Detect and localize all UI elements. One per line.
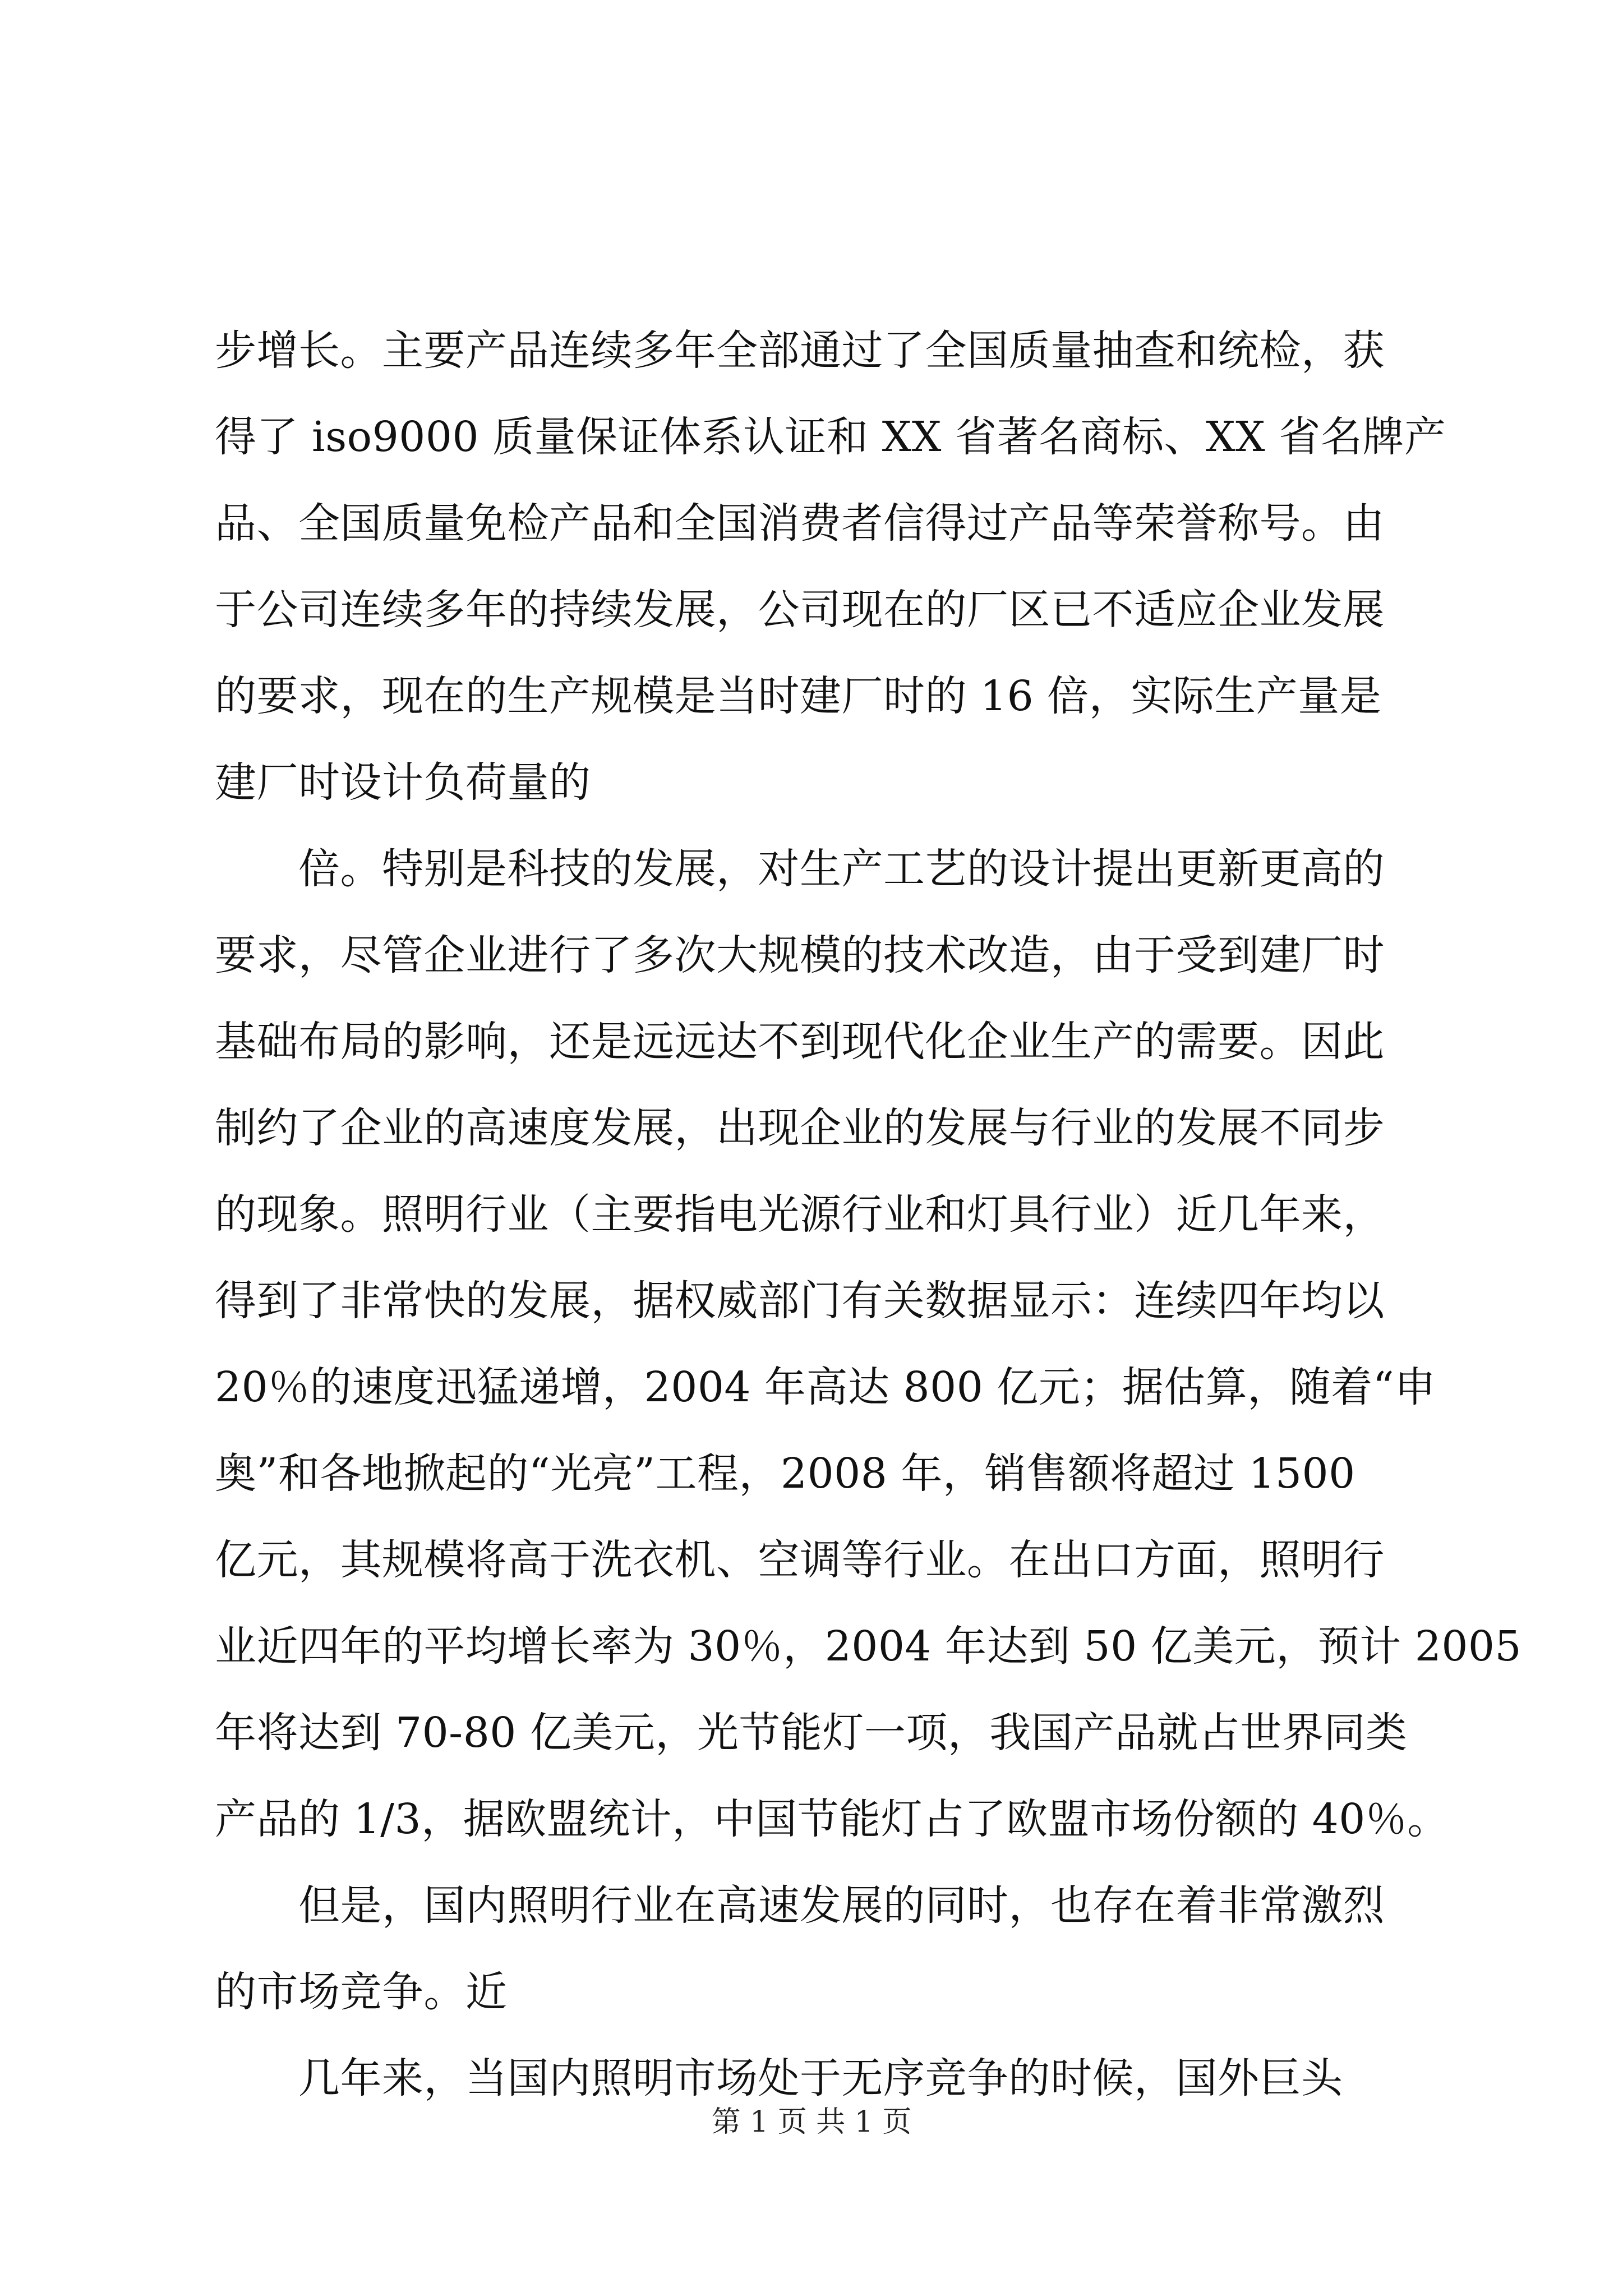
text-line: 品、全国质量免检产品和全国消费者信得过产品等荣誉称号。由 [215, 499, 1385, 547]
text-line: 建厂时设计负荷量的 [215, 758, 591, 807]
text-line: 20％的速度迅猛递增，2004 年高达 800 亿元；据估算，随着“申 [215, 1363, 1436, 1411]
text-line: 倍。特别是科技的发展，对生产工艺的设计提出更新更高的 [215, 845, 1385, 893]
text-line: 的市场竞争。近 [215, 1968, 508, 2016]
text-line: 亿元，其规模将高于洗衣机、空调等行业。在出口方面，照明行 [215, 1536, 1385, 1584]
text-line: 的要求，现在的生产规模是当时建厂时的 16 倍，实际生产量是 [215, 672, 1382, 720]
document-body [215, 307, 1522, 2122]
text-line: 步增长。主要产品连续多年全部通过了全国质量抽查和统检，获 [215, 326, 1385, 375]
text-line: 几年来，当国内照明市场处于无序竞争的时候，国外巨头 [215, 2054, 1343, 2102]
text-line: 的现象。照明行业（主要指电光源行业和灯具行业）近几年来， [215, 1190, 1385, 1239]
text-line: 得到了非常快的发展，据权威部门有关数据显示：连续四年均以 [215, 1277, 1385, 1325]
text-line: 基础布局的影响，还是远远达不到现代化企业生产的需要。因此 [215, 1018, 1385, 1066]
text-line: 要求，尽管企业进行了多次大规模的技术改造，由于受到建厂时 [215, 931, 1385, 979]
page-number-footer: 第 1 页 共 1 页 [711, 2105, 912, 2139]
text-line: 于公司连续多年的持续发展，公司现在的厂区已不适应企业发展 [215, 586, 1385, 634]
text-line: 制约了企业的高速度发展，出现企业的发展与行业的发展不同步 [215, 1104, 1385, 1152]
text-line: 奥”和各地掀起的“光亮”工程，2008 年，销售额将超过 1500 [215, 1450, 1355, 1498]
text-line: 业近四年的平均增长率为 30％，2004 年达到 50 亿美元，预计 2005 [215, 1622, 1522, 1671]
text-line: 年将达到 70-80 亿美元，光节能灯一项，我国产品就占世界同类 [215, 1709, 1408, 1757]
text-line: 但是，国内照明行业在高速发展的同时，也存在着非常激烈 [215, 1881, 1385, 1930]
text-line: 得了 iso9000 质量保证体系认证和 XX 省著名商标、XX 省名牌产 [215, 413, 1446, 461]
text-line: 产品的 1/3，据欧盟统计，中国节能灯占了欧盟市场份额的 40％。 [215, 1795, 1449, 1843]
